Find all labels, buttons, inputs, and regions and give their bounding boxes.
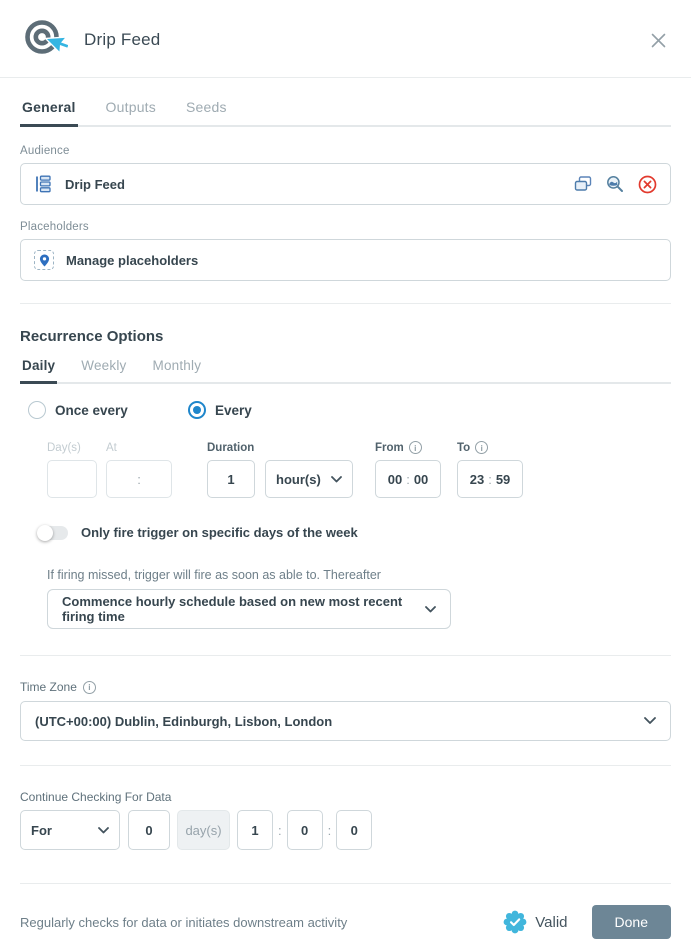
dialog-title: Drip Feed (84, 30, 161, 49)
every-radio[interactable]: Every (188, 401, 252, 419)
continue-seconds-field[interactable] (337, 811, 371, 849)
chevron-down-icon (98, 827, 109, 834)
timezone-label-row (20, 680, 671, 694)
days-field-group (47, 441, 97, 498)
continue-count-input[interactable] (128, 810, 170, 850)
from-label: From (375, 441, 404, 454)
recurrence-mode-radios (28, 401, 671, 419)
duration-unit-select[interactable]: hour(s) (265, 460, 353, 498)
continue-hours-input[interactable] (237, 810, 273, 850)
info-icon[interactable] (409, 441, 422, 454)
days-label: Day(s) (47, 441, 81, 454)
from-time-input[interactable]: 00 : 00 (375, 460, 441, 498)
radio-unchecked-icon (28, 401, 46, 419)
main-tab-bar (20, 99, 671, 127)
continue-hours-field[interactable] (238, 811, 272, 849)
continue-checking-row: For 0 day(s) 1 : 0 : 0 (20, 810, 671, 850)
preview-search-icon[interactable] (606, 175, 624, 193)
done-button[interactable]: Done (592, 905, 671, 939)
tab-outputs[interactable]: Outputs (105, 99, 156, 115)
to-field-group (457, 441, 523, 498)
continue-mode-select[interactable]: For (20, 810, 120, 850)
audience-value: Drip Feed (65, 176, 125, 192)
to-label: To (457, 441, 471, 454)
placeholder-pin-icon (34, 250, 54, 270)
duration-field-group (207, 441, 255, 498)
missed-firing-select[interactable]: Commence hourly schedule based on new most recent firing time (47, 589, 451, 629)
chevron-down-icon (331, 476, 342, 483)
days-input[interactable] (47, 460, 97, 498)
timezone-label: Time Zone (20, 680, 77, 694)
valid-label: Valid (535, 913, 568, 931)
duration-input[interactable] (207, 460, 255, 498)
audience-field[interactable] (20, 163, 671, 205)
footer-description: Regularly checks for data or initiates downstream activity (20, 914, 348, 930)
radio-checked-icon (188, 401, 206, 419)
manage-placeholders-label: Manage placeholders (66, 252, 199, 268)
section-divider (20, 655, 671, 656)
duration-label: Duration (207, 441, 255, 454)
info-icon[interactable] (475, 441, 488, 454)
manage-placeholders-button[interactable] (20, 239, 671, 281)
continue-seconds-input[interactable] (336, 810, 372, 850)
recurrence-tab-bar (20, 358, 671, 384)
section-divider (20, 303, 671, 304)
continue-checking-label: Continue Checking For Data (20, 790, 172, 804)
app-logo-icon (20, 16, 68, 64)
days-input-field[interactable] (48, 461, 96, 497)
at-input[interactable]: : (106, 460, 172, 498)
tab-seeds[interactable]: Seeds (185, 99, 227, 115)
recurrence-fields-row (47, 441, 671, 498)
validation-status (503, 910, 567, 934)
section-divider (20, 765, 671, 766)
chevron-down-icon (425, 606, 436, 613)
tab-weekly[interactable]: Weekly (81, 358, 127, 373)
chevron-down-icon (644, 717, 656, 725)
continue-unit-box: day(s) (177, 810, 230, 850)
tab-monthly[interactable]: Monthly (152, 358, 202, 373)
audience-actions (574, 175, 657, 194)
placeholders-label: Placeholders (20, 221, 89, 233)
at-label: At (106, 441, 117, 454)
tab-daily[interactable]: Daily (20, 358, 57, 384)
dialog-header (0, 0, 691, 78)
duration-input-field[interactable] (208, 461, 254, 497)
toggle-knob (37, 525, 53, 541)
continue-count-field[interactable] (129, 811, 169, 849)
audience-label: Audience (20, 145, 70, 157)
continue-minutes-field[interactable] (288, 811, 322, 849)
specific-days-toggle-row (38, 525, 671, 540)
dialog-footer (20, 884, 671, 939)
tab-general[interactable]: General (20, 99, 78, 127)
once-every-radio[interactable]: Once every (28, 401, 188, 419)
duplicate-icon[interactable] (574, 176, 592, 192)
at-field-group (106, 441, 172, 498)
remove-icon[interactable] (638, 175, 657, 194)
missed-firing-label: If firing missed, trigger will fire as soon as able to. Thereafter (47, 568, 381, 582)
info-icon[interactable] (83, 681, 96, 694)
timezone-select[interactable]: (UTC+00:00) Dublin, Edinburgh, Lisbon, London (20, 701, 671, 741)
specific-days-toggle[interactable] (38, 526, 68, 540)
to-time-input[interactable]: 23 : 59 (457, 460, 523, 498)
audience-segment-icon (34, 175, 53, 193)
specific-days-toggle-label: Only fire trigger on specific days of the week (81, 525, 358, 540)
valid-badge-icon (503, 910, 527, 934)
recurrence-options-title: Recurrence Options (20, 328, 164, 345)
close-icon[interactable] (646, 28, 671, 53)
from-field-group (375, 441, 441, 498)
duration-unit-group (265, 441, 353, 498)
continue-minutes-input[interactable] (287, 810, 323, 850)
